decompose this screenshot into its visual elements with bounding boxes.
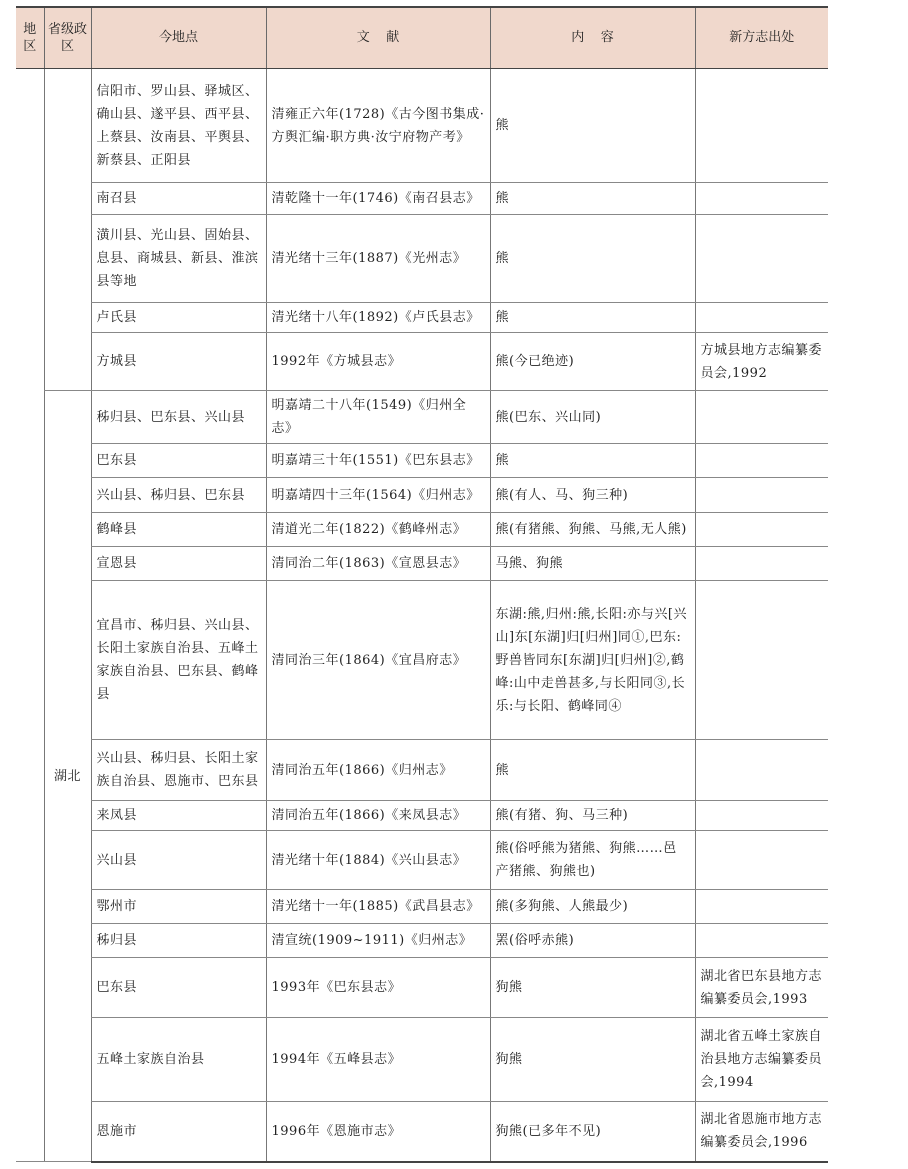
new-gazetteer-cell	[695, 547, 828, 581]
document-cell: 明嘉靖二十八年(1549)《归州全志》	[266, 391, 490, 444]
header-province: 省级政区	[44, 7, 91, 69]
region-cell	[16, 69, 44, 1162]
new-gazetteer-cell	[695, 183, 828, 215]
table-row	[16, 333, 828, 391]
table-row	[16, 183, 828, 215]
table-row	[16, 890, 828, 924]
document-cell: 清同治二年(1863)《宣恩县志》	[266, 547, 490, 581]
document-cell: 清同治五年(1866)《来凤县志》	[266, 801, 490, 831]
table-body	[16, 69, 828, 1162]
new-gazetteer-cell	[695, 890, 828, 924]
document-cell: 清雍正六年(1728)《古今图书集成·方舆汇编·职方典·汝宁府物产考》	[266, 69, 490, 183]
table-row	[16, 740, 828, 801]
table-row	[16, 547, 828, 581]
new-gazetteer-cell: 方城县地方志编纂委员会,1992	[695, 333, 828, 391]
place-cell: 方城县	[91, 333, 266, 391]
table-row	[16, 581, 828, 740]
place-cell: 来凤县	[91, 801, 266, 831]
content-cell: 狗熊	[490, 1018, 695, 1102]
header-new-gazetteer: 新方志出处	[695, 7, 828, 69]
content-cell: 熊(俗呼熊为猪熊、狗熊……邑产猪熊、狗熊也)	[490, 831, 695, 890]
document-cell: 清光绪十三年(1887)《光州志》	[266, 215, 490, 303]
document-cell: 1996年《恩施市志》	[266, 1102, 490, 1162]
document-cell: 清同治三年(1864)《宜昌府志》	[266, 581, 490, 740]
table-row	[16, 1102, 828, 1162]
table-row	[16, 958, 828, 1018]
document-cell: 清宣统(1909~1911)《归州志》	[266, 924, 490, 958]
place-cell: 南召县	[91, 183, 266, 215]
content-cell: 熊(有人、马、狗三种)	[490, 478, 695, 513]
new-gazetteer-cell: 湖北省恩施市地方志编纂委员会,1996	[695, 1102, 828, 1162]
content-cell: 马熊、狗熊	[490, 547, 695, 581]
table-row	[16, 513, 828, 547]
new-gazetteer-cell	[695, 303, 828, 333]
place-cell: 鄂州市	[91, 890, 266, 924]
header-row	[16, 7, 828, 69]
new-gazetteer-cell	[695, 801, 828, 831]
content-cell: 东湖:熊,归州:熊,长阳:亦与兴[兴山]东[东湖]归[归州]同①,巴东:野兽皆同东[东湖]归[归州]②,鹤峰:山中走兽甚多,与长阳同③,长乐:与长阳、鹤峰同④	[490, 581, 695, 740]
content-cell: 熊(今已绝迹)	[490, 333, 695, 391]
header-content: 内 容	[490, 7, 695, 69]
new-gazetteer-cell: 湖北省巴东县地方志编纂委员会,1993	[695, 958, 828, 1018]
header-document: 文 献	[266, 7, 490, 69]
place-cell: 秭归县	[91, 924, 266, 958]
place-cell: 巴东县	[91, 444, 266, 478]
province-cell: 湖北	[44, 391, 91, 1162]
table-row	[16, 69, 828, 183]
content-cell: 熊	[490, 444, 695, 478]
new-gazetteer-cell	[695, 215, 828, 303]
document-cell: 清光绪十一年(1885)《武昌县志》	[266, 890, 490, 924]
content-cell: 熊	[490, 215, 695, 303]
place-cell: 兴山县、秭归县、巴东县	[91, 478, 266, 513]
content-cell: 熊(有猪熊、狗熊、马熊,无人熊)	[490, 513, 695, 547]
document-cell: 1993年《巴东县志》	[266, 958, 490, 1018]
document-cell: 1992年《方城县志》	[266, 333, 490, 391]
table-row	[16, 1018, 828, 1102]
place-cell: 潢川县、光山县、固始县、息县、商城县、新县、淮滨县等地	[91, 215, 266, 303]
content-cell: 熊	[490, 740, 695, 801]
document-cell: 清光绪十八年(1892)《卢氏县志》	[266, 303, 490, 333]
new-gazetteer-cell	[695, 444, 828, 478]
table-row	[16, 215, 828, 303]
table-row	[16, 478, 828, 513]
place-cell: 秭归县、巴东县、兴山县	[91, 391, 266, 444]
content-cell: 熊(多狗熊、人熊最少)	[490, 890, 695, 924]
header-place: 今地点	[91, 7, 266, 69]
content-cell: 熊	[490, 69, 695, 183]
gazetteer-table	[16, 6, 828, 1163]
new-gazetteer-cell	[695, 924, 828, 958]
document-cell: 1994年《五峰县志》	[266, 1018, 490, 1102]
content-cell: 熊	[490, 183, 695, 215]
document-cell: 清道光二年(1822)《鹤峰州志》	[266, 513, 490, 547]
content-cell: 熊(巴东、兴山同)	[490, 391, 695, 444]
header-region: 地区	[16, 7, 44, 69]
place-cell: 巴东县	[91, 958, 266, 1018]
place-cell: 宜昌市、秭归县、兴山县、长阳土家族自治县、五峰土家族自治县、巴东县、鹤峰县	[91, 581, 266, 740]
place-cell: 兴山县	[91, 831, 266, 890]
content-cell: 罴(俗呼赤熊)	[490, 924, 695, 958]
table-row	[16, 303, 828, 333]
place-cell: 五峰土家族自治县	[91, 1018, 266, 1102]
document-cell: 清同治五年(1866)《归州志》	[266, 740, 490, 801]
content-cell: 熊	[490, 303, 695, 333]
table-row	[16, 801, 828, 831]
document-cell: 清光绪十年(1884)《兴山县志》	[266, 831, 490, 890]
table-row	[16, 924, 828, 958]
place-cell: 卢氏县	[91, 303, 266, 333]
new-gazetteer-cell	[695, 69, 828, 183]
province-cell	[44, 69, 91, 391]
new-gazetteer-cell	[695, 391, 828, 444]
table-row	[16, 391, 828, 444]
place-cell: 恩施市	[91, 1102, 266, 1162]
new-gazetteer-cell	[695, 581, 828, 740]
document-cell: 清乾隆十一年(1746)《南召县志》	[266, 183, 490, 215]
content-cell: 狗熊	[490, 958, 695, 1018]
content-cell: 狗熊(已多年不见)	[490, 1102, 695, 1162]
table-row	[16, 831, 828, 890]
document-cell: 明嘉靖四十三年(1564)《归州志》	[266, 478, 490, 513]
new-gazetteer-cell	[695, 478, 828, 513]
new-gazetteer-cell: 湖北省五峰土家族自治县地方志编纂委员会,1994	[695, 1018, 828, 1102]
place-cell: 宣恩县	[91, 547, 266, 581]
new-gazetteer-cell	[695, 740, 828, 801]
place-cell: 兴山县、秭归县、长阳土家族自治县、恩施市、巴东县	[91, 740, 266, 801]
place-cell: 信阳市、罗山县、驿城区、确山县、遂平县、西平县、上蔡县、汝南县、平舆县、新蔡县、正阳县	[91, 69, 266, 183]
table-row	[16, 444, 828, 478]
place-cell: 鹤峰县	[91, 513, 266, 547]
new-gazetteer-cell	[695, 831, 828, 890]
new-gazetteer-cell	[695, 513, 828, 547]
document-cell: 明嘉靖三十年(1551)《巴东县志》	[266, 444, 490, 478]
content-cell: 熊(有猪、狗、马三种)	[490, 801, 695, 831]
